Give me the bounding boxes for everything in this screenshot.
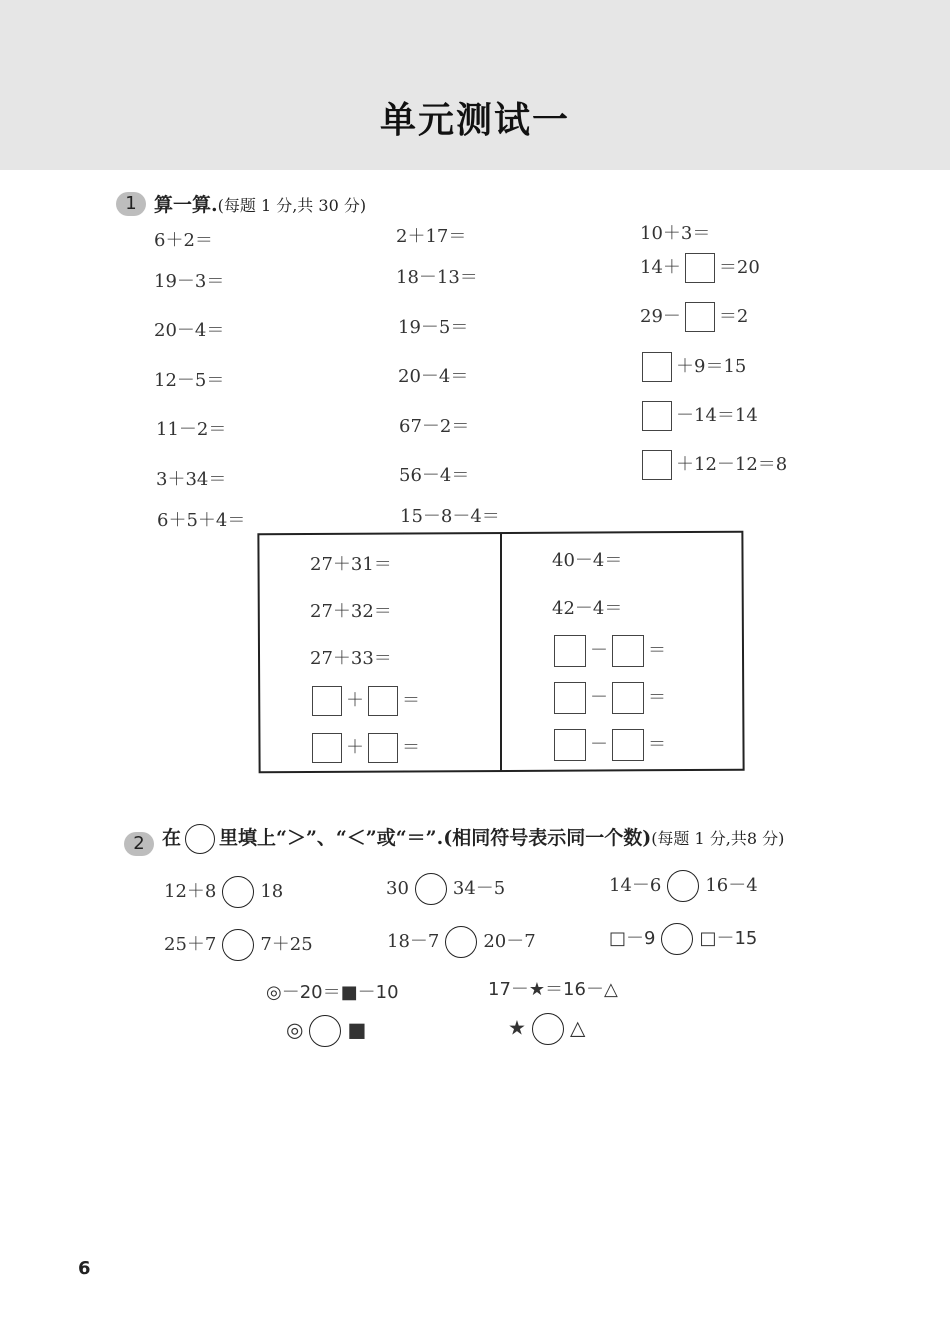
equation-part: ＋9＝15 <box>676 356 747 377</box>
equation-part: ＋12－12＝8 <box>676 454 788 475</box>
circle-icon <box>185 824 215 854</box>
left-expression: 25＋7 <box>164 934 217 955</box>
equals-sign: ＝ <box>648 734 666 755</box>
comparison-item <box>508 1013 585 1045</box>
question-number-badge: 2 <box>124 832 154 856</box>
heading-text: 算一算. <box>154 194 218 216</box>
minus-sign: － <box>590 640 608 661</box>
fill-box-equation <box>640 253 760 283</box>
star-icon: ★ <box>508 1015 526 1040</box>
right-expression: 34－5 <box>452 878 506 899</box>
answer-circle[interactable] <box>661 923 693 955</box>
answer-box[interactable] <box>685 253 715 283</box>
equation: 19－5＝ <box>398 317 469 338</box>
equation-part: 14＋ <box>640 257 681 278</box>
comparison-item <box>164 929 313 961</box>
plus-sign: ＋ <box>346 690 364 711</box>
answer-circle[interactable] <box>309 1015 341 1047</box>
black-square-icon: ■ <box>347 1017 367 1042</box>
equation: 19－3＝ <box>154 271 225 292</box>
right-expression: 7＋25 <box>260 934 313 955</box>
equation: 42－4＝ <box>552 598 623 619</box>
equation: 11－2＝ <box>156 419 227 440</box>
comparison-item <box>386 873 505 905</box>
symbol-equation: ◎－20＝■－10 <box>266 982 399 1003</box>
fill-box-equation <box>308 686 420 716</box>
answer-circle[interactable] <box>222 876 254 908</box>
answer-box[interactable] <box>612 682 644 714</box>
equation: 27＋31＝ <box>310 554 392 575</box>
header-band <box>0 0 950 170</box>
fill-box-equation <box>638 401 758 431</box>
left-expression: □－9 <box>609 928 656 949</box>
fill-box-equation <box>640 302 748 332</box>
equals-sign: ＝ <box>402 690 420 711</box>
score-note: (每题 1 分,共8 分) <box>651 829 785 848</box>
answer-circle[interactable] <box>222 929 254 961</box>
equals-sign: ＝ <box>648 687 666 708</box>
equals-sign: ＝ <box>402 737 420 758</box>
answer-box[interactable] <box>642 450 672 480</box>
equation: 2＋17＝ <box>396 226 467 247</box>
answer-box[interactable] <box>685 302 715 332</box>
answer-circle[interactable] <box>532 1013 564 1045</box>
equation: 56－4＝ <box>399 465 470 486</box>
fill-box-equation <box>550 729 666 761</box>
answer-box[interactable] <box>368 686 398 716</box>
equation: 27＋33＝ <box>310 648 392 669</box>
equation: 12－5＝ <box>154 370 225 391</box>
equation: 6＋5＋4＝ <box>157 510 246 531</box>
equals-sign: ＝ <box>648 640 666 661</box>
question-number-badge: 1 <box>116 192 146 216</box>
fill-box-equation <box>638 450 787 480</box>
page-number: 6 <box>78 1258 91 1279</box>
answer-box[interactable] <box>554 729 586 761</box>
comparison-item <box>164 876 283 908</box>
fill-box-equation <box>308 733 420 763</box>
symbol-equation: 17－★＝16－△ <box>488 979 618 1000</box>
comparison-item <box>387 926 536 958</box>
score-note: (每题 1 分,共 30 分) <box>217 196 367 215</box>
comparison-item <box>286 1015 366 1047</box>
page-title: 单元测试一 <box>379 100 570 141</box>
answer-circle[interactable] <box>667 870 699 902</box>
answer-box[interactable] <box>554 635 586 667</box>
answer-box[interactable] <box>612 635 644 667</box>
minus-sign: － <box>590 734 608 755</box>
right-expression: 18 <box>260 881 284 902</box>
answer-box[interactable] <box>312 686 342 716</box>
equation: 3＋34＝ <box>156 469 227 490</box>
answer-box[interactable] <box>312 733 342 763</box>
equation-part: ＝20 <box>718 257 760 278</box>
right-expression: □－15 <box>699 928 758 949</box>
equation: 10＋3＝ <box>640 223 711 244</box>
fill-box-equation <box>550 682 666 714</box>
equation: 15－8－4＝ <box>400 506 500 527</box>
right-expression: 16－4 <box>705 875 758 896</box>
comparison-item <box>609 870 758 902</box>
equation: 6＋2＝ <box>154 230 213 251</box>
equation: 18－13＝ <box>396 267 478 288</box>
answer-box[interactable] <box>554 682 586 714</box>
left-expression: 12＋8 <box>164 881 217 902</box>
equation: 20－4＝ <box>398 366 469 387</box>
answer-box[interactable] <box>612 729 644 761</box>
question-heading <box>162 823 784 854</box>
minus-sign: － <box>590 687 608 708</box>
answer-circle[interactable] <box>415 873 447 905</box>
plus-sign: ＋ <box>346 737 364 758</box>
heading-text: 里填上“＞”、“＜”或“＝”.(相同符号表示同一个数) <box>219 827 652 849</box>
heading-text: 在 <box>162 827 182 849</box>
answer-box[interactable] <box>368 733 398 763</box>
left-expression: 14－6 <box>609 875 662 896</box>
left-expression: 18－7 <box>387 931 440 952</box>
equation: 20－4＝ <box>154 320 225 341</box>
comparison-item <box>609 923 757 955</box>
answer-box[interactable] <box>642 401 672 431</box>
fill-box-equation <box>638 352 746 382</box>
equation-part: －14＝14 <box>676 405 758 426</box>
equation: 27＋32＝ <box>310 601 392 622</box>
left-expression: 30 <box>386 878 409 899</box>
double-circle-icon: ◎ <box>286 1017 304 1042</box>
right-expression: 20－7 <box>483 931 536 952</box>
equation: 40－4＝ <box>552 550 623 571</box>
question-heading <box>154 190 366 217</box>
triangle-icon: △ <box>569 1015 586 1040</box>
answer-box[interactable] <box>642 352 672 382</box>
equation: 67－2＝ <box>399 416 470 437</box>
frame-divider <box>500 534 502 772</box>
equation-part: ＝2 <box>718 306 749 327</box>
fill-box-equation <box>550 635 666 667</box>
equation-part: 29－ <box>640 306 681 327</box>
answer-circle[interactable] <box>445 926 477 958</box>
